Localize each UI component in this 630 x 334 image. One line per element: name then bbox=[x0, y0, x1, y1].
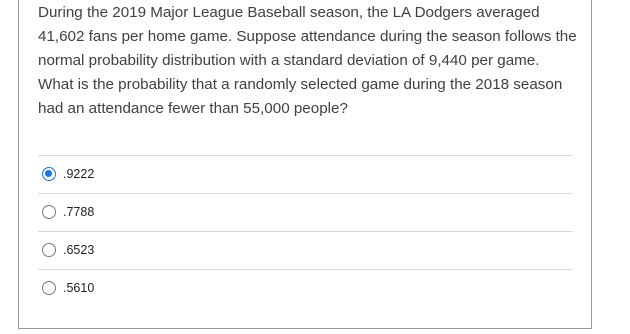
radio-button-selected[interactable] bbox=[42, 167, 56, 181]
answer-option-label: .7788 bbox=[63, 205, 95, 219]
answer-option-2[interactable] bbox=[38, 193, 573, 231]
answer-option-3[interactable] bbox=[38, 231, 573, 269]
question-card bbox=[18, 0, 592, 329]
answer-option-label: .5610 bbox=[63, 281, 95, 295]
radio-button[interactable] bbox=[42, 205, 56, 219]
radio-button[interactable] bbox=[42, 243, 56, 257]
answer-option-label: .9222 bbox=[63, 167, 95, 181]
answer-option-label: .6523 bbox=[63, 243, 95, 257]
question-text: During the 2019 Major League Baseball season, the LA Dodgers averaged 41,602 fans per home game. Suppose attendance during the season follows the normal probability distribution with a standard deviation of 9,440 per game. What is the probability that a randomly selected game during the 2018 season had an attendance fewer than 55,000 people? bbox=[38, 4, 577, 117]
answer-option-4[interactable] bbox=[38, 269, 573, 307]
answer-options bbox=[38, 155, 573, 307]
answer-option-1[interactable] bbox=[38, 155, 573, 193]
radio-button[interactable] bbox=[42, 281, 56, 295]
